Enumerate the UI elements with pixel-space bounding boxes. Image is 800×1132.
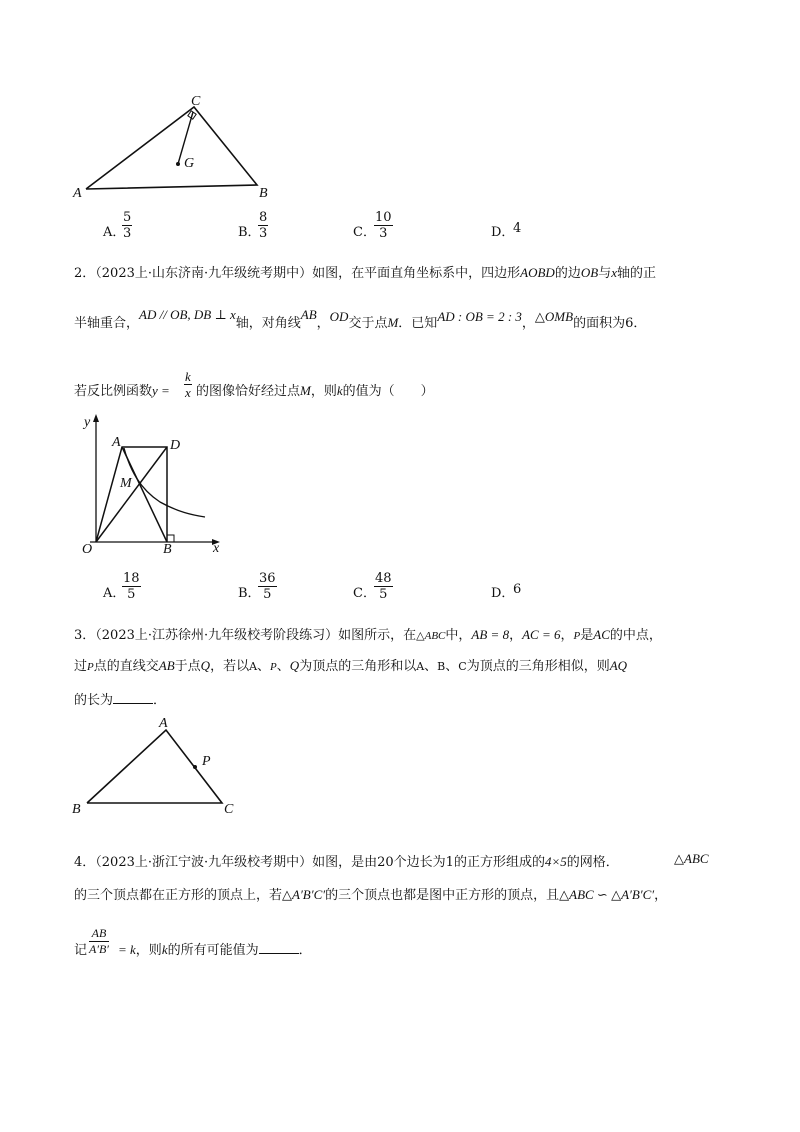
q4-text: 的三个顶点都在正方形的顶点上，若 (74, 888, 283, 903)
q2-text: 的面积为6． (573, 316, 647, 331)
q4-ratio-fraction: $\frac{AB}{A'B'}$ (89, 926, 109, 956)
q2-text: 与 (598, 266, 612, 281)
q1-option-d-value: 4 (513, 221, 522, 236)
q4-text: 的网格． (566, 855, 619, 870)
q1-label-a: A (73, 186, 82, 201)
q2-math: M (300, 383, 311, 398)
q2-number: 2． (74, 266, 96, 281)
q3-math: B (437, 660, 446, 673)
q2-label-a: A (112, 435, 121, 450)
q3-math: AQ (609, 658, 628, 673)
q3-text: 是 (580, 628, 594, 643)
q3-text: 如图所示，在 (338, 628, 417, 643)
q2-text: 若反比例函数 (74, 384, 153, 399)
q3-point-p (193, 765, 197, 769)
q3-source: （2023上·江苏徐州·九年级校考阶段练习） (95, 628, 339, 643)
q3-math: Q (289, 658, 300, 673)
q3-math: A (249, 660, 258, 673)
q2-label-d: D (170, 438, 181, 453)
q2-math: AB (300, 307, 317, 322)
q3-label-a: A (159, 716, 168, 731)
q2-math: y = (152, 383, 170, 398)
q3-text: 过 (74, 659, 88, 674)
q2-text: 轴的正 (616, 266, 656, 281)
q2-label-o: O (82, 542, 93, 557)
q4-text: 的所有可能值为 (167, 943, 259, 958)
q2-math: △OMB (534, 309, 574, 324)
q2-option-d-value: 6 (513, 582, 522, 597)
q3-text: 于点 (174, 659, 201, 674)
q2-math: AD : OB = 2 : 3 (437, 309, 522, 324)
q2-math: AD // OB, DB ⊥ x (139, 307, 236, 322)
q3-label-p: P (202, 754, 211, 769)
q1-label-c: C (191, 94, 201, 109)
q2-math: x (611, 265, 617, 280)
q3-number: 3． (74, 628, 96, 643)
q1-option-c-label[interactable]: C． (353, 225, 376, 240)
q1-label-b: B (259, 186, 268, 201)
q2-text: ， (521, 316, 535, 331)
q2-option-d-label[interactable]: D． (491, 586, 515, 601)
q2-text: 的值为（ ） (342, 384, 434, 399)
q2-label-m: M (120, 476, 132, 491)
q1-option-b-value: $\frac{8}{3}$ (259, 210, 268, 241)
q3-text: 为顶点的三角形相似，则 (466, 659, 610, 674)
q3-math: AB (158, 658, 175, 673)
q2-math: OD (329, 309, 349, 324)
q2-math: OB (580, 265, 599, 280)
q4-answer-blank[interactable] (259, 941, 299, 954)
q2-option-c-label[interactable]: C． (353, 586, 376, 601)
q3-math: C (458, 660, 467, 673)
q3-label-c: C (224, 802, 234, 817)
q4-text: 记 (74, 943, 88, 958)
q4-text: 的三个顶点也都是图中正方形的顶点，且 (325, 888, 560, 903)
q2-label-x: x (213, 541, 220, 556)
q4-math: △A′B′C′ (282, 887, 326, 902)
q1-option-a-value: $\frac{5}{3}$ (123, 210, 132, 241)
q4-stem-line2 (74, 884, 667, 903)
q3-label-b: B (72, 802, 81, 817)
q2-text: ，则 (310, 384, 337, 399)
q2-text: ．已知 (398, 316, 438, 331)
q1-option-b-label[interactable]: B． (238, 225, 261, 240)
q2-math: M (387, 315, 399, 330)
q2-text: 半轴重合， (74, 316, 140, 331)
q3-text: 中， (445, 628, 472, 643)
q2-label-b: B (163, 542, 172, 557)
q1-label-g: G (184, 156, 195, 171)
q4-source: （2023上·浙江宁波·九年级校考期中） (95, 855, 313, 870)
q3-math: AC (593, 627, 610, 642)
q3-math: AC = 6 (522, 627, 561, 642)
q4-math: 4×5 (544, 854, 567, 869)
q4-math: = k (118, 942, 136, 957)
q2-math: k (336, 383, 343, 398)
q4-text: ，则 (135, 943, 162, 958)
q3-math: Q (200, 658, 211, 673)
q2-math: AOBD (520, 265, 555, 280)
q1-option-d-label[interactable]: D． (491, 225, 515, 240)
q3-stem-line2: 过P点的直线交AB于点Q，若以A、P、Q为顶点的三角形和以A、B、C为顶点的三角形相似，则AQ (74, 658, 628, 674)
q4-text: ， (654, 888, 668, 903)
q1-option-c-value: $\frac{10}{3}$ (375, 210, 392, 241)
q2-option-a-value: $\frac{18}{5}$ (123, 571, 140, 602)
q2-option-c-value: $\frac{48}{5}$ (375, 571, 392, 602)
q4-stem-line1 (74, 851, 619, 870)
q2-source: （2023上·山东济南·九年级统考期中） (95, 266, 313, 281)
q2-text: 的边 (554, 266, 581, 281)
q3-text: 的中点， (609, 628, 662, 643)
q2-label-y: y (84, 415, 91, 430)
q2-text: 交于点 (348, 316, 388, 331)
q2-text: 如图，在平面直角坐标系中，四边形 (312, 266, 521, 281)
q2-text: 的图像恰好经过点 (196, 384, 301, 399)
q2-option-a-label[interactable]: A． (103, 586, 126, 601)
q4-tri-abc: △ABC (674, 851, 709, 866)
q4-stem-line3 (74, 939, 87, 958)
q3-math: P (573, 630, 581, 642)
q1-option-a-label[interactable]: A． (103, 225, 126, 240)
q4-stem-line3b (118, 939, 312, 958)
q2-text: 轴，对角线 (235, 316, 301, 331)
q3-math: AB = 8 (471, 627, 510, 642)
q3-text: 点的直线交 (93, 659, 159, 674)
q3-text: 的长为 (74, 693, 114, 708)
q3-text: 为顶点的三角形和以 (299, 659, 417, 674)
q4-number: 4． (74, 855, 96, 870)
q2-text: ， (316, 316, 330, 331)
q2-option-b-label[interactable]: B． (238, 586, 261, 601)
q3-math: P (87, 661, 94, 673)
q3-math: P (270, 661, 277, 673)
q4-math: △ABC ∽ △A′B′C′ (559, 887, 655, 902)
q4-text: ． (298, 943, 312, 958)
q3-stem-line1: 3．（2023上·江苏徐州·九年级校考阶段练习）如图所示，在△ABC中，AB = 8，AC = 6，P是AC的中点， (74, 627, 662, 643)
q3-math: A (416, 660, 425, 673)
q2-func-fraction: $\frac{k}{x}$ (185, 369, 191, 400)
q4-text: 如图，是由20个边长为1的正方形组成的 (312, 855, 545, 870)
q3-text: ． (153, 693, 167, 708)
q2-option-b-value: $\frac{36}{5}$ (259, 571, 276, 602)
q3-math: △ABC (416, 630, 446, 642)
q3-text: ，若以 (210, 659, 250, 674)
q4-math: k (161, 942, 168, 957)
